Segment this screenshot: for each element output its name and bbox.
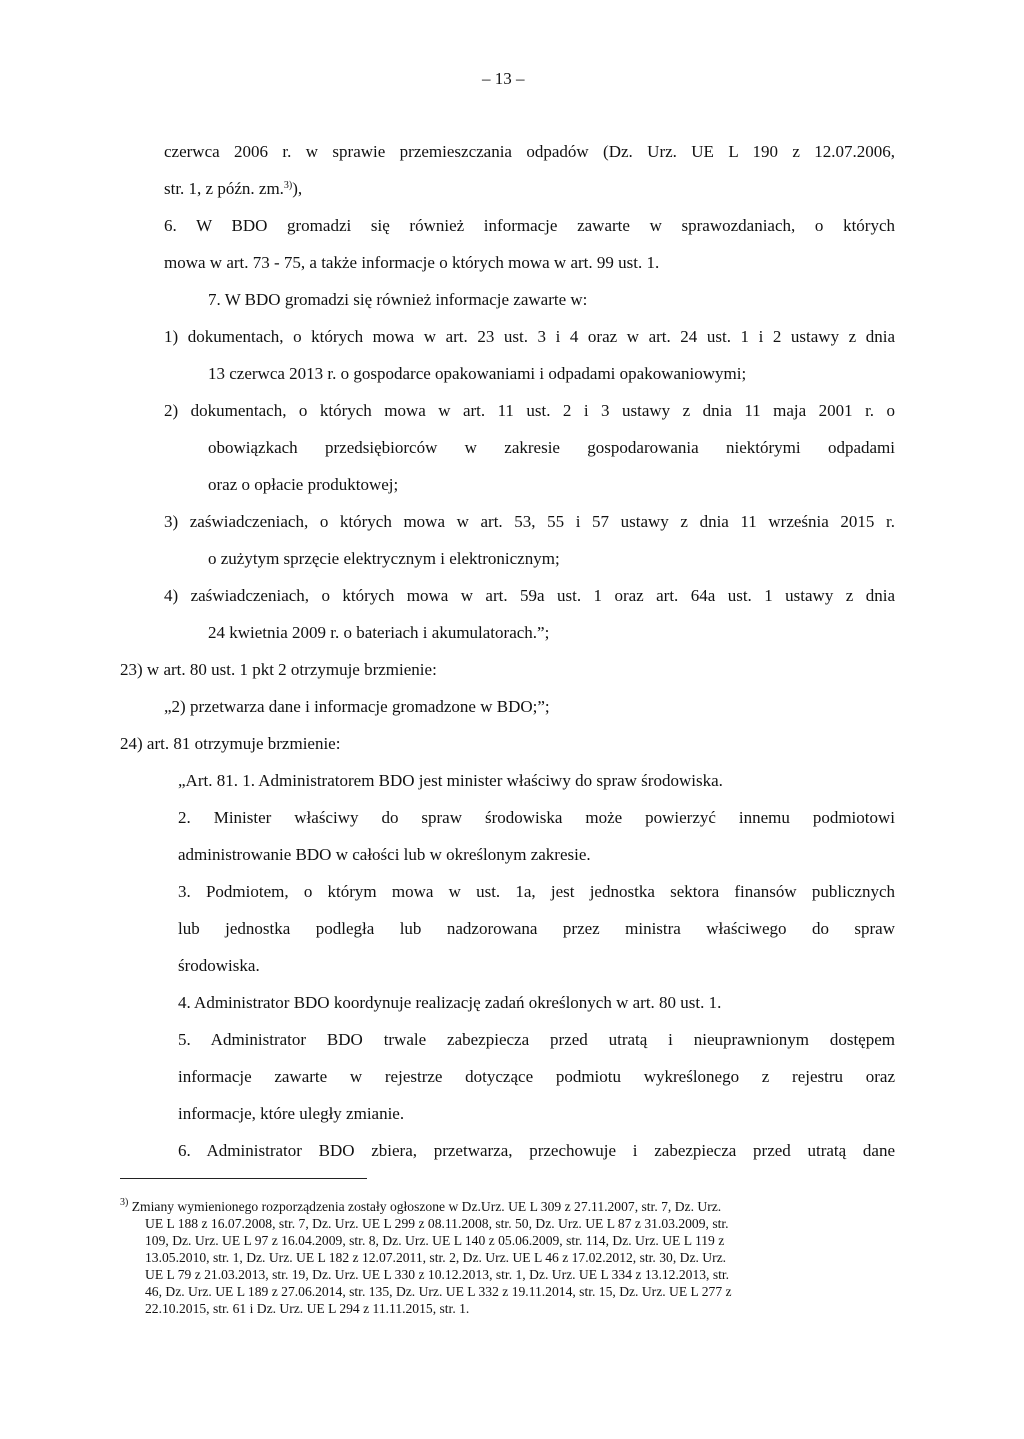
text-line: „Art. 81. 1. Administratorem BDO jest minister właściwy do spraw środowiska. xyxy=(178,771,723,790)
text-line: oraz o opłacie produktowej; xyxy=(208,475,399,494)
text-line: informacje, które uległy zmianie. xyxy=(178,1104,405,1123)
text-line: o zużytym sprzęcie elektrycznym i elektronicznym; xyxy=(208,549,560,568)
footnote-line: 13.05.2010, str. 1, Dz. Urz. UE L 182 z 12.07.2011, str. 2, Dz. Urz. UE L 46 z 17.02.2012, str. 30, Dz. Urz. xyxy=(145,1250,727,1265)
text-line: 13 czerwca 2013 r. o gospodarce opakowaniami i odpadami opakowaniowymi; xyxy=(208,364,747,383)
text-line: 3) zaświadczeniach, o których mowa w art. 53, 55 i 57 ustawy z dnia 11 września 2015 r. xyxy=(164,512,895,531)
text-line: 2. Minister właściwy do spraw środowiska może powierzyć innemu podmiotowi xyxy=(178,808,895,827)
text-line: 5. Administrator BDO trwale zabezpiecza przed utratą i nieuprawnionym dostępem xyxy=(178,1030,895,1049)
text-line: lub jednostka podległa lub nadzorowana przez ministra właściwego do spraw xyxy=(178,919,895,938)
text-line: 1) dokumentach, o których mowa w art. 23 ust. 3 i 4 oraz w art. 24 ust. 1 i 2 ustawy z dnia xyxy=(164,327,895,346)
text-line: 4. Administrator BDO koordynuje realizację zadań określonych w art. 80 ust. 1. xyxy=(178,993,722,1012)
text-fragment: ), xyxy=(292,179,303,198)
text-line: administrowanie BDO w całości lub w określonym zakresie. xyxy=(178,845,591,864)
text-line: informacje zawarte w rejestrze dotyczące podmiotu wykreślonego z rejestru oraz xyxy=(178,1067,895,1086)
text-line: 6. W BDO gromadzi się również informacje zawarte w sprawozdaniach, o których xyxy=(164,216,895,235)
text-line: 23) w art. 80 ust. 1 pkt 2 otrzymuje brzmienie: xyxy=(120,660,437,679)
footnote-line: 46, Dz. Urz. UE L 189 z 27.06.2014, str. 135, Dz. Urz. UE L 332 z 19.11.2014, str. 15, Dz. Urz. UE L 277 z xyxy=(145,1284,732,1299)
text-line: 3. Podmiotem, o którym mowa w ust. 1a, jest jednostka sektora finansów publicznych xyxy=(178,882,895,901)
text-line: mowa w art. 73 - 75, a także informacje o których mowa w art. 99 ust. 1. xyxy=(164,253,660,272)
page-number: – 13 – xyxy=(482,69,525,88)
footnote-line: 22.10.2015, str. 61 i Dz. Urz. UE L 294 z 11.11.2015, str. 1. xyxy=(145,1301,470,1316)
text-line: 4) zaświadczeniach, o których mowa w art. 59a ust. 1 oraz art. 64a ust. 1 ustawy z dnia xyxy=(164,586,895,605)
text-line: „2) przetwarza dane i informacje gromadzone w BDO;”; xyxy=(164,697,550,716)
footnote-line xyxy=(120,1198,721,1216)
footnote-divider xyxy=(120,1178,367,1179)
text-line: środowiska. xyxy=(178,956,260,975)
text-line: 6. Administrator BDO zbiera, przetwarza, przechowuje i zabezpiecza przed utratą dane xyxy=(178,1141,895,1160)
text-line: 2) dokumentach, o których mowa w art. 11 ust. 2 i 3 ustawy z dnia 11 maja 2001 r. o xyxy=(164,401,895,420)
text-line xyxy=(164,178,302,200)
footnote-line: 109, Dz. Urz. UE L 97 z 16.04.2009, str. 8, Dz. Urz. UE L 140 z 05.06.2009, str. 114, Dz. Urz. UE L 119 z xyxy=(145,1233,725,1248)
text-line: obowiązkach przedsiębiorców w zakresie gospodarowania niektórymi odpadami xyxy=(208,438,895,457)
text-line: 24 kwietnia 2009 r. o bateriach i akumulatorach.”; xyxy=(208,623,550,642)
footnote-marker: 3) xyxy=(120,1197,129,1208)
text-line: 7. W BDO gromadzi się również informacje zawarte w: xyxy=(208,290,588,309)
footnote-line: UE L 188 z 16.07.2008, str. 7, Dz. Urz. UE L 299 z 08.11.2008, str. 50, Dz. Urz. UE L 87 z 31.03.2009, str. xyxy=(145,1216,729,1231)
text-fragment: Zmiany wymienionego rozporządzenia zostały ogłoszone w Dz.Urz. UE L 309 z 27.11.2007, str. 7, Dz. Urz. xyxy=(131,1199,722,1214)
footnote-line: UE L 79 z 21.03.2013, str. 19, Dz. Urz. UE L 330 z 10.12.2013, str. 1, Dz. Urz. UE L 334 z 13.12.2013, str. xyxy=(145,1267,730,1282)
text-line: 24) art. 81 otrzymuje brzmienie: xyxy=(120,734,341,753)
footnote-ref: 3) xyxy=(283,180,293,191)
text-line: czerwca 2006 r. w sprawie przemieszczania odpadów (Dz. Urz. UE L 190 z 12.07.2006, xyxy=(164,142,895,161)
text-fragment: str. 1, z późn. zm. xyxy=(164,179,284,198)
